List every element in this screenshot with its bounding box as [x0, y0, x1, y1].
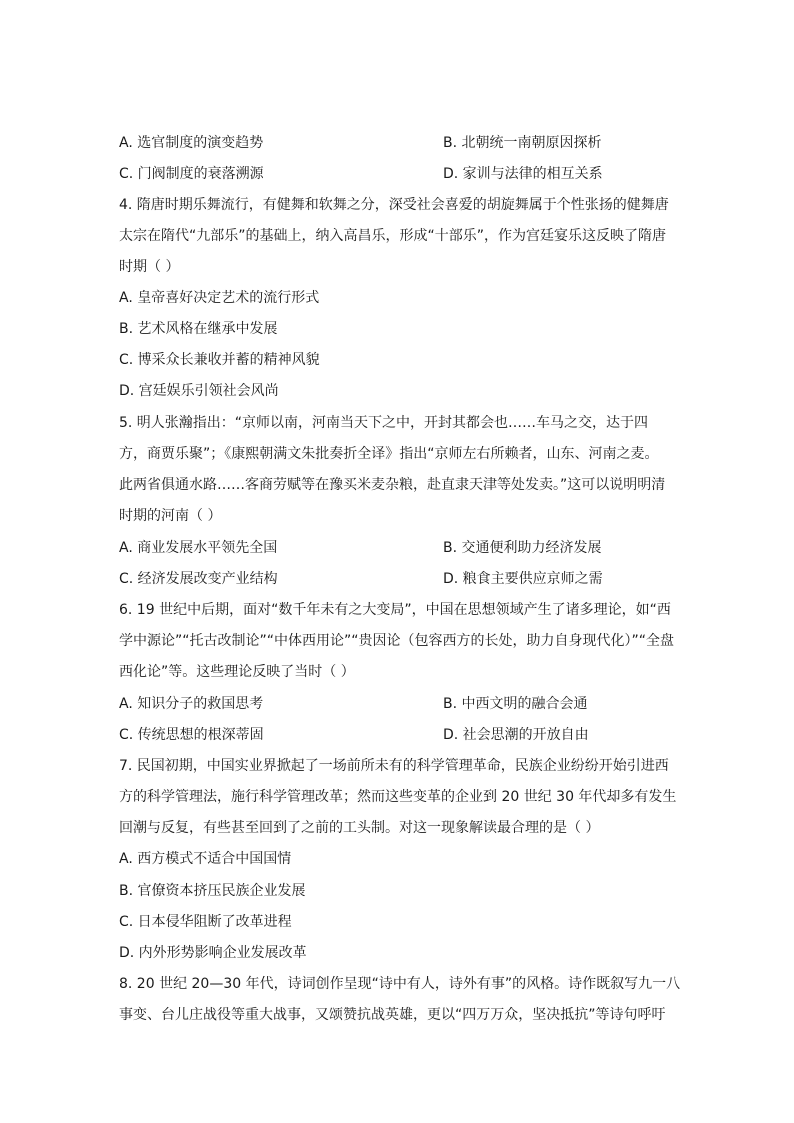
q4-option-b: B. 艺术风格在继承中发展 — [119, 321, 278, 337]
q4-stem-line-3: 时期（ ） — [119, 259, 180, 275]
q5-option-a: A. 商业发展水平领先全国 — [119, 540, 278, 556]
q4-option-a: A. 皇帝喜好决定艺术的流行形式 — [119, 290, 320, 306]
q7-stem-line-2: 方的科学管理法，施行科学管理改革；然而这些变革的企业到 20 世纪 30 年代却多有发生 — [119, 789, 677, 805]
q4-option-c: C. 博采众长兼收并蓄的精神风貌 — [119, 352, 320, 368]
q6-option-c: C. 传统思想的根深蒂固 — [119, 727, 264, 743]
q7-stem-line-1: 7. 民国初期，中国实业界掀起了一场前所未有的科学管理革命，民族企业纷纷开始引进西 — [119, 758, 669, 774]
q7-option-b: B. 官僚资本挤压民族企业发展 — [119, 883, 306, 899]
q4-stem-line-2: 太宗在隋代“九部乐”的基础上，纳入高昌乐，形成“十部乐”，作为宫廷宴乐这反映了隋唐 — [119, 228, 667, 244]
q3-option-d: D. 家训与法律的相互关系 — [443, 166, 603, 182]
q3-option-a: A. 选官制度的演变趋势 — [119, 135, 264, 151]
q3-option-b: B. 北朝统一南朝原因探析 — [443, 135, 602, 151]
q7-option-d: D. 内外形势影响企业发展改革 — [119, 945, 307, 961]
q5-option-d: D. 粮食主要供应京师之需 — [443, 571, 603, 587]
q5-option-b: B. 交通便利助力经济发展 — [443, 540, 602, 556]
q4-stem-line-1: 4. 隋唐时期乐舞流行，有健舞和软舞之分，深受社会喜爱的胡旋舞属于个性张扬的健舞唐 — [119, 197, 669, 213]
q6-stem-line-3: 西化论”等。这些理论反映了当时（ ） — [119, 664, 355, 680]
q6-stem-line-1: 6. 19 世纪中后期，面对“数千年未有之大变局”，中国在思想领域产生了诸多理论，如“西 — [119, 602, 671, 618]
q6-option-b: B. 中西文明的融合会通 — [443, 696, 588, 712]
q5-option-c: C. 经济发展改变产业结构 — [119, 571, 278, 587]
q6-option-d: D. 社会思潮的开放自由 — [443, 727, 589, 743]
q4-option-d: D. 宫廷娱乐引领社会风尚 — [119, 383, 279, 399]
q6-stem-line-2: 学中源论”“托古改制论”“中体西用论”“贵因论（包容西方的长处，助力自身现代化）”“全盘 — [119, 633, 675, 649]
q5-stem-line-3: 此两省俱通水路……客商劳赋等在豫买米麦杂粮，赴直隶天津等处发卖。”这可以说明明清 — [119, 477, 666, 493]
q6-option-a: A. 知识分子的救国思考 — [119, 696, 264, 712]
q3-option-c: C. 门阀制度的衰落溯源 — [119, 166, 264, 182]
q7-option-c: C. 日本侵华阻断了改革进程 — [119, 914, 292, 930]
q8-stem-line-2: 事变、台儿庄战役等重大战事，又颂赞抗战英雄，更以“四万万众，坚决抵抗”等诗句呼吁 — [119, 1007, 666, 1023]
q8-stem-line-1: 8. 20 世纪 20—30 年代，诗词创作呈现“诗中有人，诗外有事”的风格。诗作既叙写九一八 — [119, 976, 681, 992]
q5-stem-line-2: 方，商贾乐聚”；《康熙朝满文朱批奏折全译》指出“京师左右所赖者，山东、河南之麦。 — [119, 446, 659, 462]
q7-stem-line-3: 回潮与反复，有些甚至回到了之前的工头制。对这一现象解读最合理的是（ ） — [119, 820, 600, 836]
q5-stem-line-4: 时期的河南（ ） — [119, 508, 222, 524]
q7-option-a: A. 西方模式不适合中国国情 — [119, 851, 292, 867]
q5-stem-line-1: 5. 明人张瀚指出：“京师以南，河南当天下之中，开封其都会也……车马之交，达于四 — [119, 415, 649, 431]
